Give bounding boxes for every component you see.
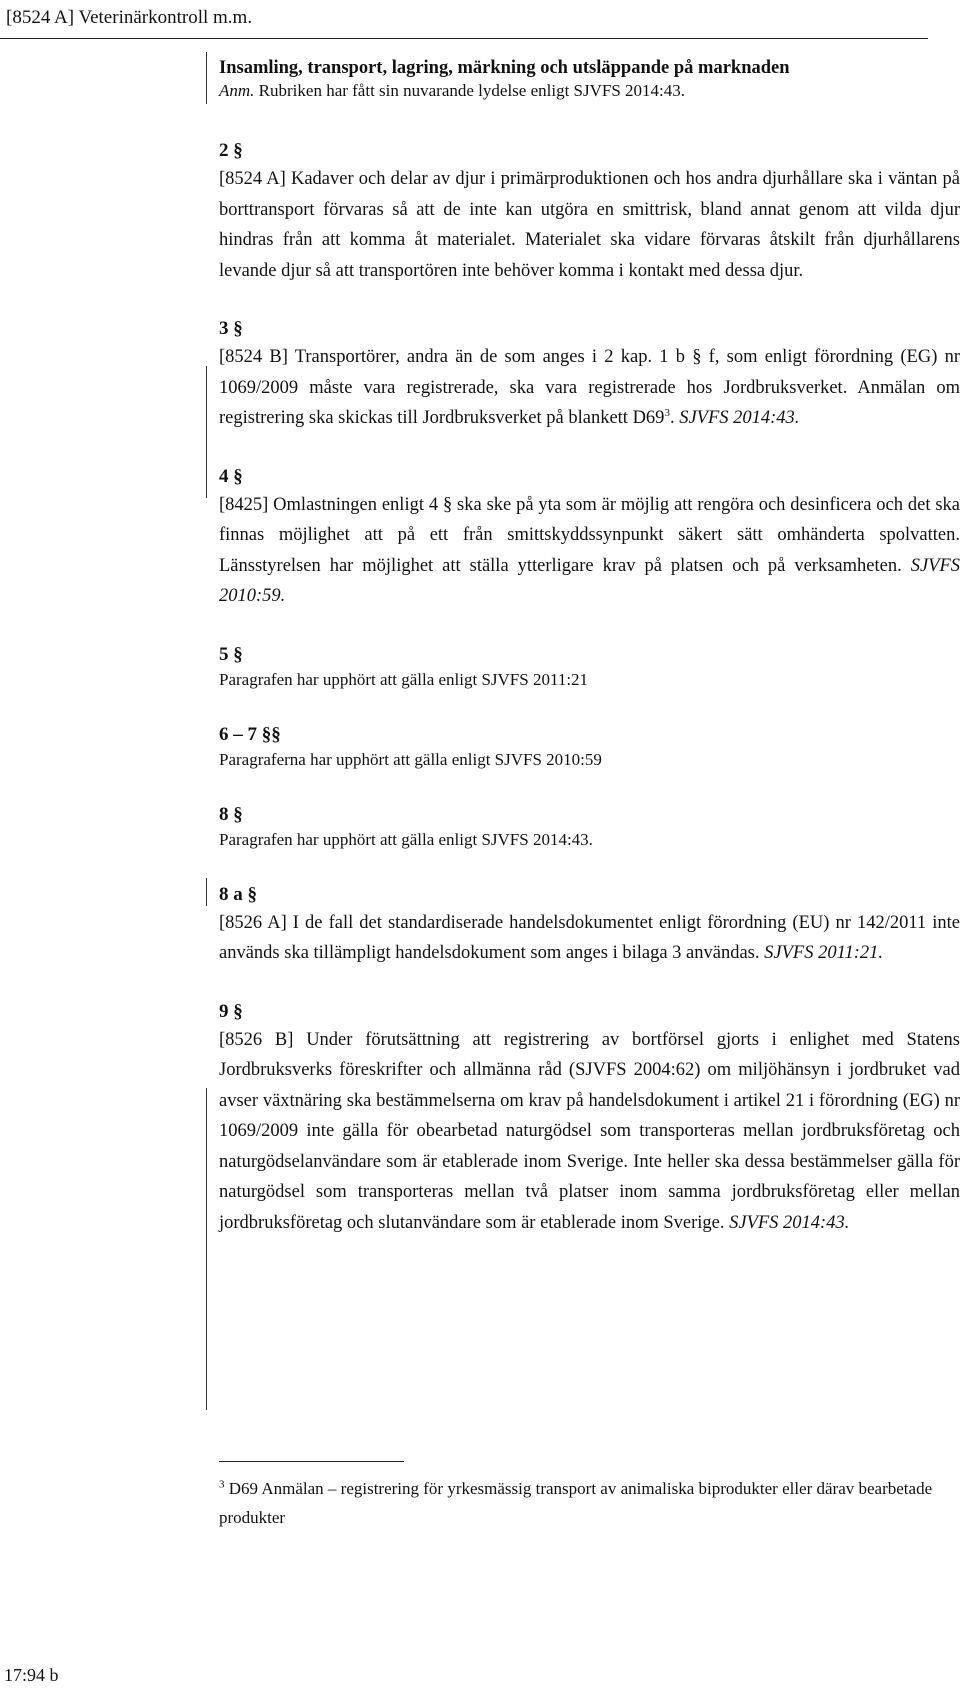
section-8a-reference: SJVFS 2011:21. <box>764 943 883 963</box>
section-3-reference: SJVFS 2014:43. <box>679 408 800 428</box>
section-4-reference: SJVFS 2010:59. <box>219 555 960 606</box>
section-4-body: [8425] Omlastningen enligt 4 § ska ske på yta som är möjlig att rengöra och desinficera och det ska finnas möjlighet att på ett från smittskyddssynpunkt säkert sätt omhänderta spolvatten. Länsstyrelsen har möjlighet att ställa ytterligare krav på platsen och på verksamheten. <box>219 494 960 576</box>
section-8-text: Paragrafen har upphört att gälla enligt SJVFS 2014:43. <box>219 829 593 849</box>
section-2-text: [8524 A] Kadaver och delar av djur i primärproduktionen och hos andra djurhållare ska i väntan på borttransport förvaras så att de inte kan utgöra en smittrisk, bland annat genom att vilda djur hindras från att komma åt materialet. Materialet ska vidare förvaras åtskilt från djurhållarens levande djur så att transportören inte behöver komma i kontakt med dessa djur. <box>219 169 960 281</box>
section-2-title: 2 § <box>219 140 243 161</box>
document-body <box>219 56 960 1238</box>
section-9-reference: SJVFS 2014:43. <box>729 1212 850 1233</box>
section-3-title: 3 § <box>219 318 243 339</box>
amendment-note <box>219 80 960 102</box>
section-4 <box>219 464 960 612</box>
section-6-7 <box>219 722 960 772</box>
footnote-3-text: D69 Anmälan – registrering för yrkesmässig transport av animaliska biprodukter eller därav bearbetade produkter <box>219 1479 933 1527</box>
section-3 <box>219 316 960 434</box>
section-8a-text <box>219 908 960 969</box>
section-9-title: 9 § <box>219 1000 243 1022</box>
footnote-separator <box>219 1461 404 1462</box>
section-3-punct: . <box>669 408 680 428</box>
section-8a <box>219 882 960 969</box>
footnote-marker[interactable]: 3 <box>664 406 670 419</box>
section-2 <box>219 138 960 286</box>
section-3-body: [8524 B] Transportörer, andra än de som anges i 2 kap. 1 b § f, som enligt förordning (EG) nr 1069/2009 måste vara registrerade, ska vara registrerade hos Jordbruksverket. Anmälan om registrering ska skickas till Jordbruksverket på blankett D69 <box>219 347 960 428</box>
section-6-7-text: Paragraferna har upphört att gälla enligt SJVFS 2010:59 <box>219 749 602 769</box>
section-8a-body: [8526 A] I de fall det standardiserade handelsdokumentet enligt förordning (EU) nr 142/2011 inte används ska tillämpligt handelsdokument som anges i bilaga 3 användas. <box>219 912 960 963</box>
section-6-7-title: 6 – 7 §§ <box>219 723 281 745</box>
header-rule <box>0 38 928 39</box>
section-8-title: 8 § <box>219 803 243 825</box>
section-8a-title: 8 a § <box>219 883 257 905</box>
section-4-title: 4 § <box>219 465 243 487</box>
chapter-heading: Insamling, transport, lagring, märkning och utsläppande på marknaden <box>219 58 790 78</box>
footnote-3-marker: 3 <box>219 1478 225 1491</box>
change-bar-section-9 <box>206 1088 207 1410</box>
amendment-note-text: Rubriken har fått sin nuvarande lydelse enligt SJVFS 2014:43. <box>254 81 686 100</box>
footnote-3 <box>219 1474 960 1532</box>
amendment-note-label: Anm. <box>219 81 255 100</box>
change-bar-chapter <box>206 52 207 104</box>
change-bar-section-3 <box>206 366 207 498</box>
section-9-text <box>219 1025 960 1239</box>
running-header: [8524 A] Veterinärkontroll m.m. <box>6 7 253 28</box>
section-9 <box>219 999 960 1239</box>
page-number: 17:94 b <box>4 1665 59 1685</box>
section-9-body: [8526 B] Under förutsättning att registrering av bortförsel gjorts i enlighet med Statens Jordbruksverks föreskrifter och allmänna råd (SJVFS 2004:62) om miljöhänsyn i jordbruket vad avser växtnäring ska bestämmelserna om krav på handelsdokument i artikel 21 i förordning (EG) nr 1069/2009 inte gälla för obearbetad naturgödsel som transporteras mellan jordbruksföretag och naturgödselanvändare som är etablerade inom Sverige. Inte heller ska dessa bestämmelser gälla för naturgödsel som transporteras mellan två platser inom samma jordbruksföretag eller mellan jordbruksföretag och slutanvändare som är etablerade inom Sverige. <box>219 1029 960 1233</box>
section-8 <box>219 802 960 852</box>
section-5-text: Paragrafen har upphört att gälla enligt SJVFS 2011:21 <box>219 669 589 689</box>
section-3-text <box>219 342 960 434</box>
change-bar-section-8 <box>206 878 207 906</box>
section-5 <box>219 642 960 692</box>
section-4-text <box>219 490 960 612</box>
section-5-title: 5 § <box>219 643 243 665</box>
